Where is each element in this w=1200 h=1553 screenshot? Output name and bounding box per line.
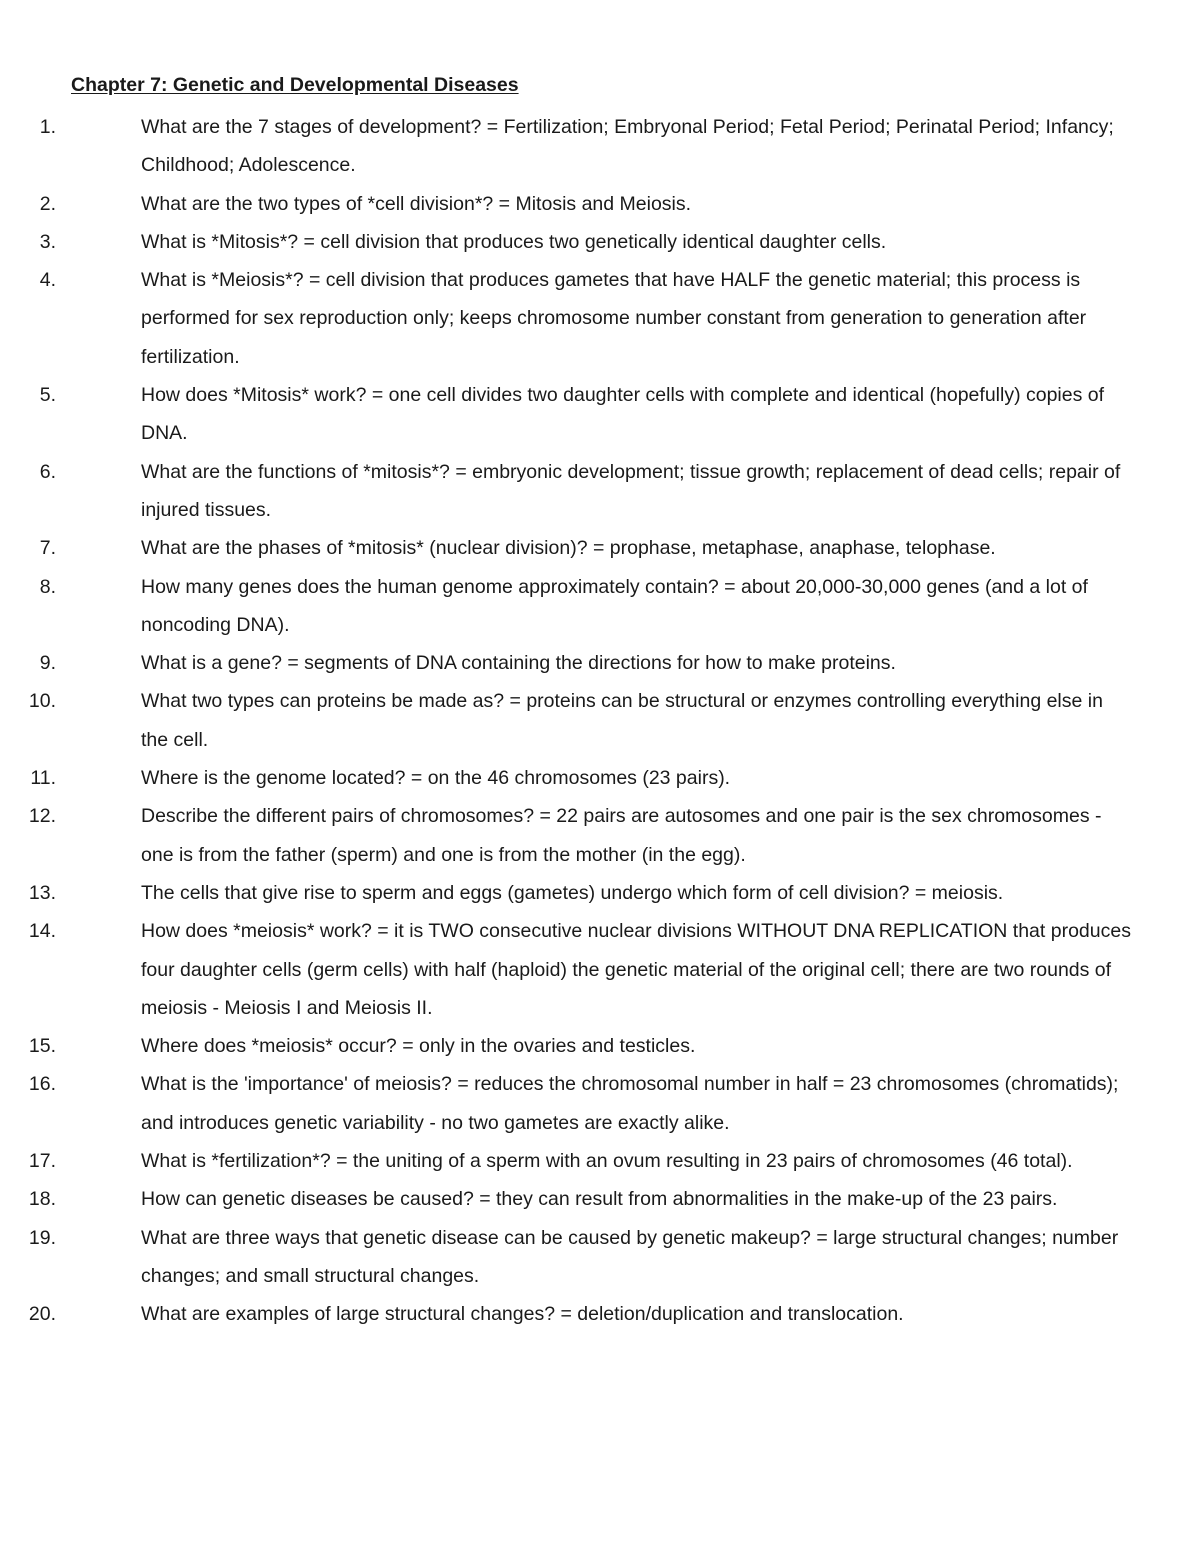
list-item: [0, 376, 1131, 453]
list-item-number: 15.: [28, 1035, 56, 1058]
list-item-number: 10.: [28, 690, 56, 713]
list-item-number: 5.: [39, 384, 56, 407]
list-item-text: What is *Mitosis*? = cell division that produces two genetically identical daughter cells.: [141, 230, 887, 253]
list-item-number: 18.: [28, 1188, 56, 1211]
list-item-text: What two types can proteins be made as? = proteins can be structural or enzymes controlling everything else in the cell.: [141, 690, 1103, 751]
list-item: [0, 1065, 1131, 1142]
list-item-number: 14.: [28, 920, 56, 943]
list-item-text: What is a gene? = segments of DNA containing the directions for how to make proteins.: [141, 652, 896, 675]
list-item-number: 8.: [39, 575, 56, 598]
list-item: [0, 568, 1131, 645]
list-item-number: 11.: [30, 767, 56, 790]
list-item: [0, 1180, 1131, 1218]
list-item: [0, 529, 1131, 567]
list-item: [0, 453, 1131, 530]
list-item: [0, 1295, 1131, 1333]
list-item-text: What is the 'importance' of meiosis? = reduces the chromosomal number in half = 23 chromosomes (chromatids); and introduces genetic variability - no two gametes are exactly alike.: [141, 1073, 1119, 1134]
list-item-number: 19.: [28, 1226, 56, 1249]
list-item-number: 6.: [39, 460, 56, 483]
list-item-text: What are the two types of *cell division*? = Mitosis and Meiosis.: [141, 192, 692, 215]
list-item-number: 16.: [28, 1073, 56, 1096]
list-item-number: 20.: [28, 1303, 56, 1326]
list-item-number: 17.: [28, 1150, 56, 1173]
list-item: [0, 644, 1131, 682]
list-item: [0, 874, 1131, 912]
list-item-text: The cells that give rise to sperm and eggs (gametes) undergo which form of cell division? = meiosis.: [141, 881, 1004, 904]
list-item-number: 7.: [39, 537, 56, 560]
list-item: [0, 912, 1131, 1027]
list-item: [0, 261, 1131, 376]
list-item-number: 4.: [39, 269, 56, 292]
list-item-text: What are the functions of *mitosis*? = embryonic development; tissue growth; replacement of dead cells; repair of injured tissues.: [141, 460, 1121, 521]
list-item-text: What are the phases of *mitosis* (nuclear division)? = prophase, metaphase, anaphase, telophase.: [141, 537, 996, 560]
list-item-text: Where is the genome located? = on the 46 chromosomes (23 pairs).: [141, 767, 731, 790]
list-item: [0, 797, 1131, 874]
list-item-text: What is *fertilization*? = the uniting of a sperm with an ovum resulting in 23 pairs of chromosomes (46 total).: [141, 1150, 1073, 1173]
list-item-text: What is *Meiosis*? = cell division that produces gametes that have HALF the genetic material; this process is performed for sex reproduction only; keeps chromosome number constant from generation to generation after fertilization.: [141, 269, 1087, 368]
list-item-number: 3.: [39, 230, 56, 253]
chapter-title: Chapter 7: Genetic and Developmental Diseases: [71, 74, 519, 96]
list-item-text: How does *Mitosis* work? = one cell divides two daughter cells with complete and identical (hopefully) copies of DNA.: [141, 384, 1105, 445]
list-item: [0, 1219, 1131, 1296]
list-item-number: 12.: [28, 805, 56, 828]
list-item-text: Where does *meiosis* occur? = only in the ovaries and testicles.: [141, 1035, 696, 1058]
list-item-number: 13.: [28, 881, 56, 904]
list-item: [0, 223, 1131, 261]
list-item-text: Describe the different pairs of chromosomes? = 22 pairs are autosomes and one pair is the sex chromosomes - one is from the father (sperm) and one is from the mother (in the egg).: [141, 805, 1102, 866]
list-item-text: How can genetic diseases be caused? = they can result from abnormalities in the make-up of the 23 pairs.: [141, 1188, 1058, 1211]
list-item: [0, 108, 1131, 185]
list-item: [0, 1142, 1131, 1180]
list-item: [0, 759, 1131, 797]
question-list: [0, 108, 1200, 1334]
list-item-number: 2.: [39, 192, 56, 215]
list-item-text: What are examples of large structural changes? = deletion/duplication and translocation.: [141, 1303, 904, 1326]
list-item-text: How does *meiosis* work? = it is TWO consecutive nuclear divisions WITHOUT DNA REPLICATION that produces four daughter cells (germ cells) with half (haploid) the genetic material of the original cell; there are two rounds of meiosis - Meiosis I and Meiosis II.: [141, 920, 1131, 1019]
list-item-number: 9.: [39, 652, 56, 675]
list-item-text: How many genes does the human genome approximately contain? = about 20,000-30,000 genes (and a lot of noncoding DNA).: [141, 575, 1088, 636]
list-item-number: 1.: [39, 116, 56, 138]
list-item-text: What are three ways that genetic disease can be caused by genetic makeup? = large structural changes; number changes; and small structural changes.: [141, 1226, 1119, 1287]
list-item-text: What are the 7 stages of development? = Fertilization; Embryonal Period; Fetal Period; Perinatal Period; Infancy; Childhood; Adolescence.: [141, 116, 1114, 177]
list-item: [0, 682, 1131, 759]
list-item: [0, 1027, 1131, 1065]
list-item: [0, 185, 1131, 223]
